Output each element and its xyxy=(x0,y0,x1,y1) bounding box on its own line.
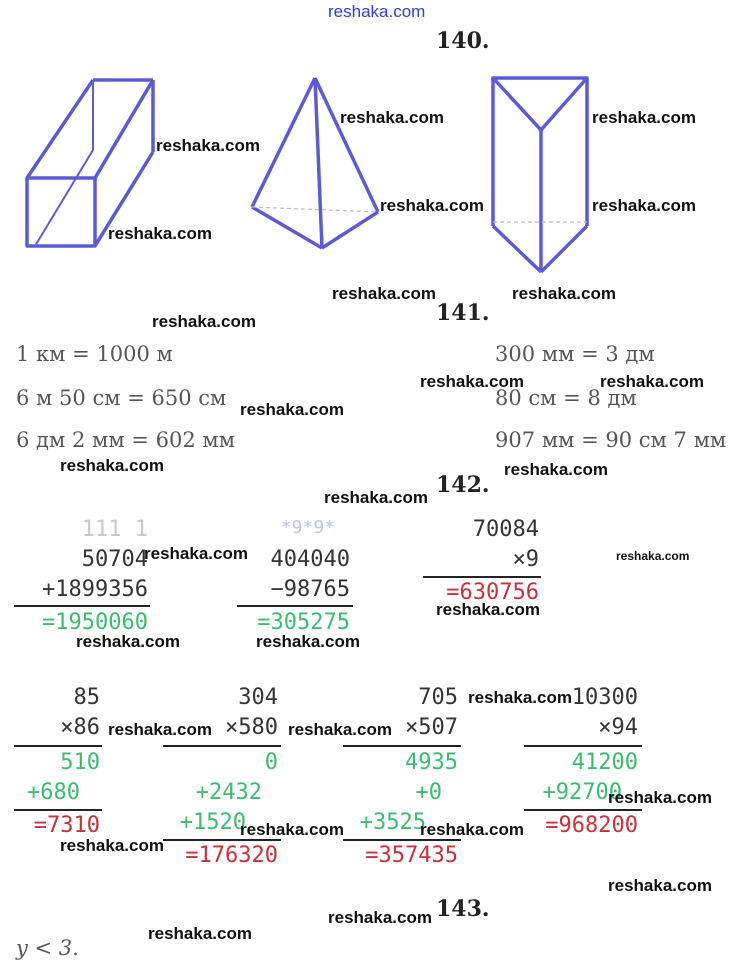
conversion-left-3: 6 дм 2 мм = 602 мм xyxy=(16,428,236,452)
mult4-operand-b: ×94 xyxy=(598,715,638,740)
watermark: reshaka.com xyxy=(608,788,712,807)
heading-142: 142. xyxy=(436,472,490,498)
mult3-partial-2: +0 xyxy=(415,780,442,805)
mult2-partial-2: +2432 xyxy=(195,780,262,805)
mult1-operand-a: 85 xyxy=(73,685,100,710)
watermark: reshaka.com xyxy=(420,372,524,391)
watermark: reshaka.com xyxy=(60,456,164,475)
mult4-result: =968200 xyxy=(545,813,638,838)
mult1-operand-b: ×86 xyxy=(60,715,100,740)
watermark: reshaka.com xyxy=(436,600,540,619)
watermark: reshaka.com xyxy=(152,312,256,331)
mult3-partial-3: +3525 xyxy=(359,810,426,835)
mult2-rule-1 xyxy=(163,745,281,747)
mult3-rule-1 xyxy=(343,745,461,747)
addition-rule xyxy=(14,605,150,607)
watermark: reshaka.com xyxy=(108,720,212,739)
prism-box-figure xyxy=(27,80,153,246)
mult3-operand-a: 705 xyxy=(418,685,458,710)
mult2-partial-1: 0 xyxy=(264,750,278,775)
mult1-partial-2: +680 xyxy=(27,780,80,805)
subtraction-result: =305275 xyxy=(257,610,350,635)
mult4-partial-1: 41200 xyxy=(571,750,638,775)
watermark: reshaka.com xyxy=(592,108,696,127)
triangular-prism-figure xyxy=(493,78,587,272)
watermark: reshaka.com xyxy=(512,284,616,303)
answer-143: y < 3. xyxy=(16,936,79,960)
conversion-right-1: 300 мм = 3 дм xyxy=(495,342,655,366)
watermark: reshaka.com xyxy=(148,924,252,943)
subtraction-borrow-marks: *9*9* xyxy=(280,517,335,538)
mult3-operand-b: ×507 xyxy=(405,715,458,740)
conversion-right-2: 80 см = 8 дм xyxy=(495,386,637,410)
mult1-partial-1: 510 xyxy=(60,750,100,775)
multiplication-rule xyxy=(423,576,541,578)
mult1-rule-1 xyxy=(14,745,102,747)
mult4-rule-2 xyxy=(524,809,642,811)
subtraction-operand-a: 404040 xyxy=(270,547,350,572)
watermark: reshaka.com xyxy=(380,196,484,215)
multiplication-operand-b: ×9 xyxy=(512,547,539,572)
watermark: reshaka.com xyxy=(504,460,608,479)
watermark: reshaka.com xyxy=(240,400,344,419)
conversion-right-3: 907 мм = 90 см 7 мм xyxy=(495,428,727,452)
heading-143: 143. xyxy=(436,896,490,922)
subtraction-rule xyxy=(237,605,353,607)
watermark: reshaka.com xyxy=(324,488,428,507)
mult2-operand-a: 304 xyxy=(238,685,278,710)
watermark: reshaka.com xyxy=(108,224,212,243)
watermark: reshaka.com xyxy=(600,372,704,391)
subtraction-operand-b: −98765 xyxy=(270,577,350,602)
pyramid-figure xyxy=(252,78,378,248)
mult4-rule-1 xyxy=(524,745,642,747)
watermark: reshaka.com xyxy=(608,876,712,895)
multiplication-operand-a: 70084 xyxy=(472,517,539,542)
heading-140: 140. xyxy=(436,28,490,54)
watermark: reshaka.com xyxy=(144,544,248,563)
watermark: reshaka.com xyxy=(468,688,572,707)
heading-141: 141. xyxy=(436,300,490,326)
watermark: reshaka.com xyxy=(156,136,260,155)
addition-result: =1950060 xyxy=(42,610,148,635)
mult1-rule-2 xyxy=(14,809,102,811)
watermark: reshaka.com xyxy=(616,549,690,563)
watermark: reshaka.com xyxy=(420,820,524,839)
watermark: reshaka.com xyxy=(332,284,436,303)
watermark: reshaka.com xyxy=(592,196,696,215)
addition-carry-digits: 111 1 xyxy=(81,517,148,542)
top-watermark[interactable]: reshaka.com xyxy=(328,2,426,21)
watermark: reshaka.com xyxy=(240,820,344,839)
watermark: reshaka.com xyxy=(60,836,164,855)
watermark: reshaka.com xyxy=(328,908,432,927)
watermark: reshaka.com xyxy=(340,108,444,127)
conversion-left-1: 1 км = 1000 м xyxy=(16,342,173,366)
geometry-figures xyxy=(0,0,753,300)
mult4-operand-a: 10300 xyxy=(571,685,638,710)
addition-operand-b: +1899356 xyxy=(42,577,148,602)
watermark: reshaka.com xyxy=(288,720,392,739)
mult2-partial-3: +1520 xyxy=(179,810,246,835)
mult2-operand-b: ×580 xyxy=(225,715,278,740)
watermark: reshaka.com xyxy=(76,632,180,651)
multiplication-result: =630756 xyxy=(446,580,539,605)
addition-operand-a: 50704 xyxy=(81,547,148,572)
mult3-result: =357435 xyxy=(365,843,458,868)
mult1-result: =7310 xyxy=(33,813,100,838)
watermark: reshaka.com xyxy=(256,632,360,651)
conversion-left-2: 6 м 50 см = 650 см xyxy=(16,386,227,410)
mult2-result: =176320 xyxy=(185,843,278,868)
mult4-partial-2: +92700 xyxy=(542,780,622,805)
mult3-partial-1: 4935 xyxy=(405,750,458,775)
